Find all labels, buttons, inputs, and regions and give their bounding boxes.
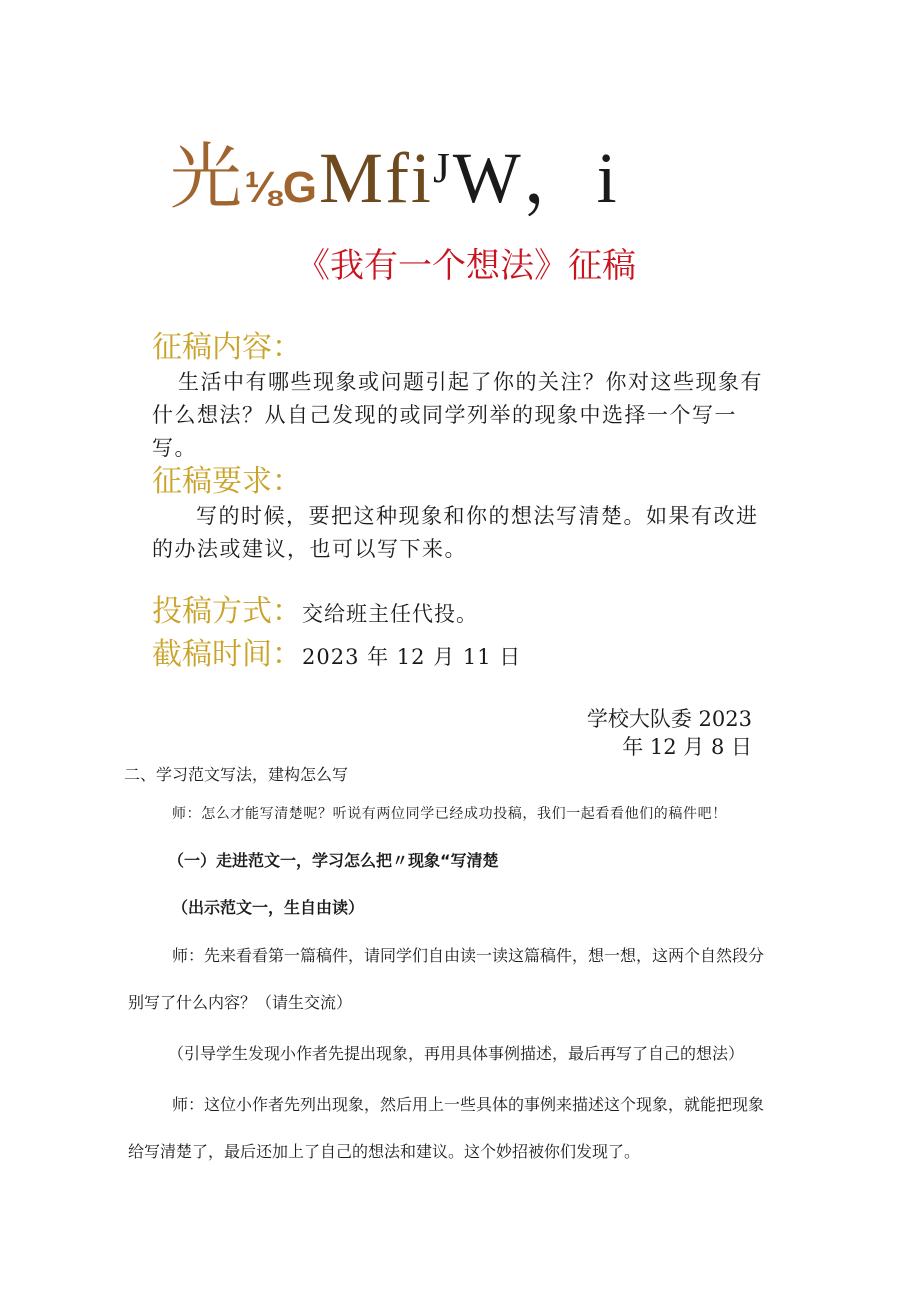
banner-part-4: ᴶW，i: [432, 138, 619, 218]
paragraph-2-line-2: 给写清楚了，最后还加上了自己的想法和建议。这个妙招被你们发现了。: [128, 1142, 641, 1161]
deadline-value: 2023 年 12 月 11 日: [302, 645, 522, 669]
banner-part-2: ⅛G: [244, 163, 319, 212]
requirement-line-2: 的办法或建议，也可以写下来。: [152, 537, 467, 561]
signature-date: 年 12 月 8 日: [622, 735, 752, 759]
teacher-question: 师：怎么才能写清楚呢？听说有两位同学已经成功投稿，我们一起看看他们的稿件吧！: [172, 806, 727, 822]
requirement-label: 征稿要求：: [152, 464, 302, 499]
notice-title: 《我有一个想法》征稿: [296, 246, 636, 286]
paragraph-2-line-1: 师：这位小作者先列出现象，然后用上一些具体的事例来描述这个现象，就能把现象: [172, 1095, 765, 1114]
signature-org: 学校大队委 2023: [586, 707, 752, 731]
show-text-note: （出示范文一，生自由读）: [172, 898, 365, 917]
guide-note: （引导学生发现小作者先提出现象，再用具体事例描述，最后再写了自己的想法）: [168, 1044, 745, 1063]
paragraph-1-line-1: 师：先来看看第一篇稿件，请同学们自由读一读这篇稿件，想一想，这两个自然段分: [172, 946, 765, 965]
lesson-sub-heading: （一）走进范文一，学习怎么把〃现象“写清楚: [168, 851, 499, 870]
content-line-2: 什么想法？从自己发现的或同学列举的现象中选择一个写一: [152, 403, 737, 427]
paragraph-1-line-2: 别写了什么内容？（请生交流）: [128, 993, 353, 1012]
requirement-line-1: 写的时候，要把这种现象和你的想法写清楚。如果有改进: [196, 504, 759, 528]
lesson-section-heading: 二、学习范文写法，建构怎么写: [124, 765, 349, 784]
deadline-row: [152, 635, 521, 677]
deadline-label: 截稿时间：: [152, 637, 302, 672]
content-label: 征稿内容：: [152, 330, 302, 365]
banner-part-3: Mfi: [318, 138, 433, 218]
method-row: [152, 592, 478, 634]
method-value: 交给班主任代投。: [302, 602, 478, 626]
banner-title: [170, 128, 619, 238]
content-line-1: 生活中有哪些现象或问题引起了你的关注？你对这些现象有: [178, 370, 763, 394]
content-line-3: 写。: [152, 436, 197, 460]
banner-part-1: 光: [170, 138, 245, 218]
method-label: 投稿方式：: [152, 594, 302, 629]
